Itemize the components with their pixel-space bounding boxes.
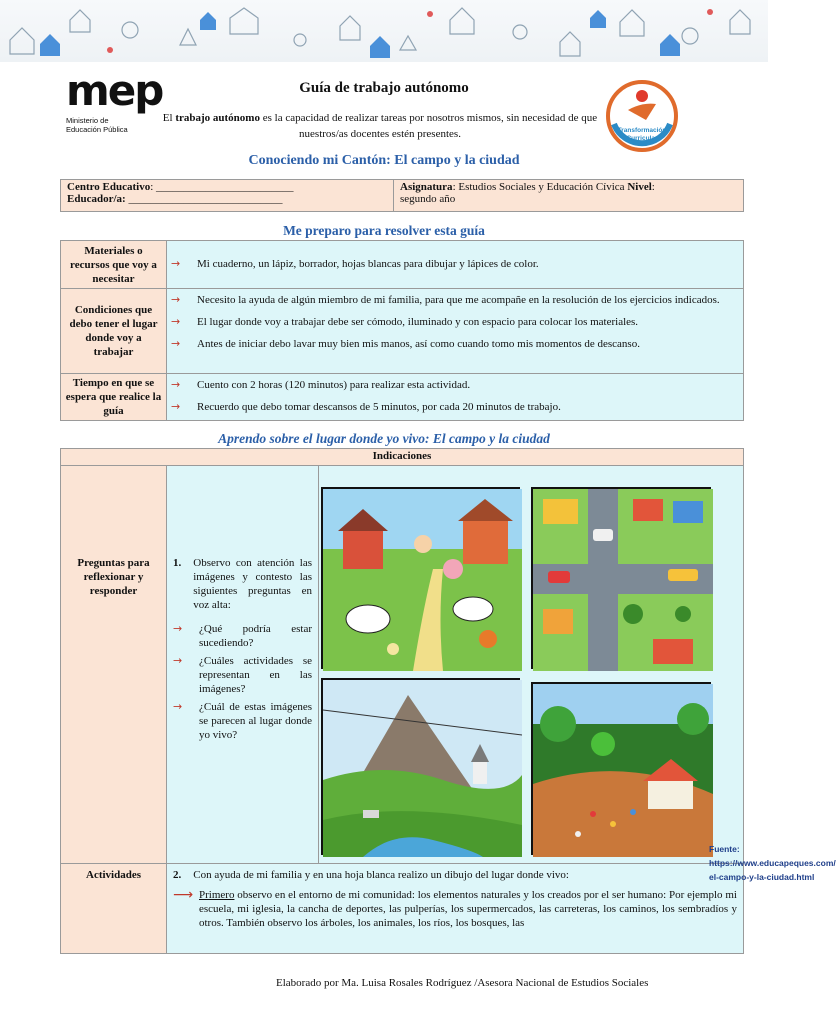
activity-item-2 — [173, 868, 737, 882]
preguntas-label: Preguntas para reflexionar y responder — [61, 466, 167, 864]
tc-logo-text-1: Transformación — [617, 127, 667, 134]
arrow-icon: → — [171, 315, 181, 328]
list-item-text: Cuento con 2 horas (120 minutos) para realizar esta actividad. — [197, 379, 471, 391]
info-right-cell — [394, 180, 744, 212]
list-item-text: Necesito la ayuda de algún miembro de mi familia, para que me acompañe en la resolución de los ejercicios indicados. — [197, 294, 720, 306]
footer-credit: Elaborado por Ma. Luisa Rosales Rodríguez /Asesora Nacional de Estudios Sociales — [276, 977, 649, 989]
list-item — [171, 293, 739, 307]
arrow-icon: → — [173, 654, 183, 667]
tiempo-label: Tiempo en que se espera que realice la guía — [61, 374, 167, 421]
item-text: Observo con atención las imágenes y contesto las siguientes preguntas en voz alta: — [193, 557, 312, 611]
centro-value: : _________________________ — [150, 181, 294, 193]
guide-subtitle: Conociendo mi Cantón: El campo y la ciudad — [248, 153, 520, 168]
preparo-table — [60, 240, 744, 421]
section-title-aprendo: Aprendo sobre el lugar donde yo vivo: El campo y la ciudad — [218, 431, 550, 446]
item-number: 1. — [173, 557, 182, 569]
city-illustration — [533, 489, 713, 671]
list-item — [171, 337, 739, 351]
mep-logo-sub-line1: Ministerio de — [66, 116, 109, 125]
question-text: ¿Qué podría estar sucediendo? — [199, 623, 312, 649]
village-illustration — [533, 684, 713, 857]
educador-value: ____________________________ — [125, 193, 283, 205]
item-text: Con ayuda de mi familia y en una hoja blanca realizo un dibujo del lugar donde vivo: — [193, 869, 569, 881]
question-item-1 — [173, 556, 312, 612]
arrow-icon: ⟶ — [173, 887, 194, 903]
centro-label: Centro Educativo — [67, 181, 151, 193]
activity-bullet — [173, 888, 737, 930]
condiciones-label: Condiciones que debo tener el lugar donde voy a trabajar — [61, 289, 167, 374]
arrow-icon: → — [171, 400, 181, 413]
list-item — [171, 315, 739, 329]
intro-bold: trabajo autónomo — [175, 112, 260, 124]
condiciones-content — [167, 289, 744, 374]
list-item — [171, 378, 739, 392]
info-table — [60, 179, 744, 212]
city-image — [531, 487, 711, 669]
image-source-caption: Fuente: https://www.educapeques.com/ el-campo-y-la-ciudad.html — [709, 844, 836, 882]
question-text: ¿Cuál de estas imágenes se parecen al lugar donde yo vivo? — [199, 701, 312, 741]
intro-pre: El — [162, 112, 176, 124]
farm-image — [321, 487, 520, 669]
asignatura-value: : Estudios Sociales y Educación Cívica — [452, 181, 628, 193]
arrow-icon: → — [171, 256, 181, 270]
list-item — [171, 257, 739, 271]
asignatura-label: Asignatura — [400, 181, 453, 193]
preguntas-content — [167, 466, 319, 864]
primero-text: observo en el entorno de mi comunidad: los elementos naturales y los creados por el ser humano: Por ejemplo mi escuela, mi iglesia, la cancha de deportes, las pulperías, los supermercados, las carreteras, los caminos, los sembradíos y otros. También observo los árboles, los animales, los ríos, los bosques, las — [199, 889, 737, 929]
list-item-text: Mi cuaderno, un lápiz, borrador, hojas blancas para dibujar y lápices de color. — [197, 257, 539, 270]
primero-word: Primero — [199, 889, 235, 901]
header-banner — [0, 0, 768, 62]
intro-post: es la capacidad de realizar tareas por nosotros mismos, sin necesidad de que nuestros/as docentes estén presentes. — [259, 112, 598, 140]
nivel-colon: : — [651, 181, 655, 193]
indicaciones-header: Indicaciones — [61, 449, 744, 466]
list-item — [171, 400, 739, 414]
village-image — [531, 682, 711, 855]
mep-logo-word: mep — [66, 66, 163, 115]
mountain-illustration — [323, 680, 522, 857]
info-left-cell — [61, 180, 394, 212]
list-item-text: Antes de iniciar debo lavar muy bien mis manos, así como cuando tomo mis momentos de descanso. — [197, 338, 640, 350]
actividades-label: Actividades — [61, 864, 167, 954]
nivel-value: segundo año — [400, 193, 456, 205]
question-text: ¿Cuáles actividades se representan en las imágenes? — [199, 655, 312, 695]
farm-illustration — [323, 489, 522, 671]
list-item-text: Recuerdo que debo tomar descansos de 5 minutos, por cada 20 minutos de trabajo. — [197, 401, 561, 413]
aprendo-table — [60, 448, 836, 954]
tc-logo-text-2: Curricular — [626, 135, 658, 142]
actividades-content — [167, 864, 744, 954]
tiempo-content — [167, 374, 744, 421]
question-bullet — [173, 622, 312, 650]
arrow-icon: → — [171, 378, 181, 391]
educador-label: Educador/a: — [67, 193, 126, 205]
materiales-content — [167, 241, 744, 289]
list-item-text: El lugar donde voy a trabajar debe ser cómodo, iluminado y con espacio para colocar los materiales. — [197, 316, 639, 328]
item-number: 2. — [173, 869, 182, 881]
nivel-label: Nivel — [627, 181, 652, 193]
materiales-label: Materiales o recursos que voy a necesitar — [61, 241, 167, 289]
question-bullet — [173, 654, 312, 696]
mep-logo-sub-line2: Educación Pública — [66, 125, 128, 134]
arrow-icon: → — [171, 337, 181, 350]
mep-logo-subtitle — [66, 116, 146, 134]
section-title-preparo: Me preparo para resolver esta guía — [283, 223, 485, 238]
mountain-image — [321, 678, 520, 855]
question-bullet — [173, 700, 312, 742]
arrow-icon: → — [173, 700, 183, 713]
intro-paragraph — [160, 110, 600, 142]
doodle-pattern — [0, 0, 768, 62]
page-title: Guía de trabajo autónomo — [299, 80, 469, 96]
arrow-icon: → — [173, 622, 183, 635]
arrow-icon: → — [171, 293, 181, 306]
